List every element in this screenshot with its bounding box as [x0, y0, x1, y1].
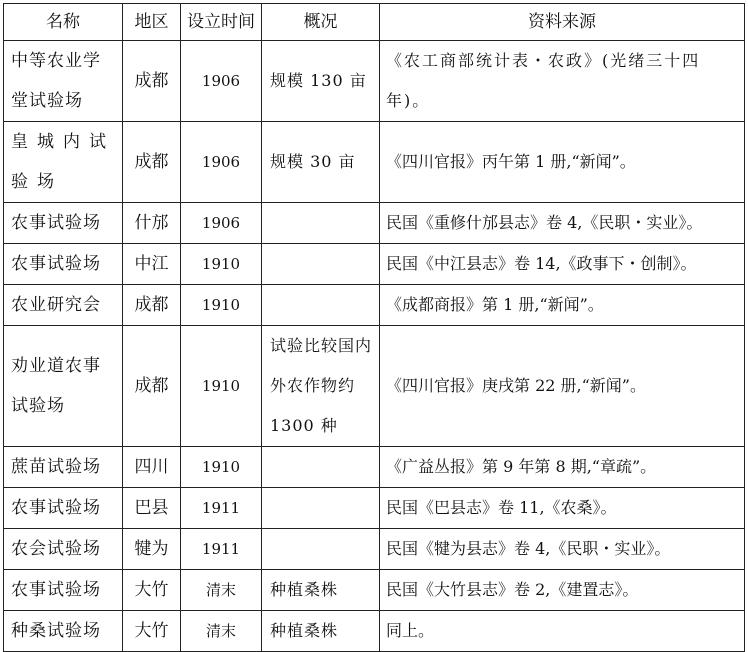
cell-name: 农事试验场 — [4, 488, 123, 529]
cell-summary — [262, 529, 380, 570]
cell-name: 蔗苗试验场 — [4, 447, 123, 488]
cell-summary — [262, 488, 380, 529]
table-row — [4, 488, 745, 529]
cell-source: 《四川官报》丙午第 1 册,“新闻”。 — [380, 122, 745, 203]
table-row — [4, 611, 745, 652]
cell-name: 农会试验场 — [4, 529, 123, 570]
cell-region: 成都 — [123, 285, 181, 326]
header-name: 名称 — [4, 4, 123, 41]
table-row — [4, 203, 745, 244]
table-row — [4, 529, 745, 570]
cell-summary: 种植桑株 — [262, 570, 380, 611]
cell-year: 清末 — [181, 611, 262, 652]
cell-region: 大竹 — [123, 611, 181, 652]
header-source: 资料来源 — [380, 4, 745, 41]
cell-year: 1906 — [181, 122, 262, 203]
cell-summary: 种植桑株 — [262, 611, 380, 652]
table-row — [4, 285, 745, 326]
cell-source: 《四川官报》庚戌第 22 册,“新闻”。 — [380, 326, 745, 447]
cell-year: 1910 — [181, 285, 262, 326]
pilot-stations-table — [3, 3, 745, 652]
table-row — [4, 41, 745, 122]
cell-name: 劝业道农事试验场 — [4, 326, 123, 447]
cell-source: 民国《重修什邡县志》卷 4,《民职・实业》。 — [380, 203, 745, 244]
cell-summary: 规模 130 亩 — [262, 41, 380, 122]
cell-year: 清末 — [181, 570, 262, 611]
table-row — [4, 447, 745, 488]
cell-region: 中江 — [123, 244, 181, 285]
cell-name: 皇城内试验场 — [4, 122, 123, 203]
cell-summary: 试验比较国内外农作物约 1300 种 — [262, 326, 380, 447]
cell-region: 巴县 — [123, 488, 181, 529]
cell-year: 1911 — [181, 529, 262, 570]
cell-source: 民国《大竹县志》卷 2,《建置志》。 — [380, 570, 745, 611]
cell-name: 农事试验场 — [4, 203, 123, 244]
cell-source: 《广益丛报》第 9 年第 8 期,“章疏”。 — [380, 447, 745, 488]
table-row — [4, 244, 745, 285]
cell-year: 1911 — [181, 488, 262, 529]
table-row — [4, 326, 745, 447]
cell-summary — [262, 285, 380, 326]
cell-region: 成都 — [123, 122, 181, 203]
table-header-row — [4, 4, 745, 41]
table-row — [4, 570, 745, 611]
cell-region: 犍为 — [123, 529, 181, 570]
header-year: 设立时间 — [181, 4, 262, 41]
cell-year: 1906 — [181, 41, 262, 122]
cell-region: 大竹 — [123, 570, 181, 611]
cell-year: 1910 — [181, 244, 262, 285]
cell-summary — [262, 447, 380, 488]
cell-year: 1906 — [181, 203, 262, 244]
cell-source: 《成都商报》第 1 册,“新闻”。 — [380, 285, 745, 326]
cell-name: 农业研究会 — [4, 285, 123, 326]
cell-name: 农事试验场 — [4, 570, 123, 611]
cell-summary — [262, 203, 380, 244]
cell-year: 1910 — [181, 447, 262, 488]
header-summary: 概况 — [262, 4, 380, 41]
cell-region: 成都 — [123, 41, 181, 122]
cell-source: 民国《犍为县志》卷 4,《民职・实业》。 — [380, 529, 745, 570]
cell-region: 成都 — [123, 326, 181, 447]
table-row — [4, 122, 745, 203]
cell-name: 种桑试验场 — [4, 611, 123, 652]
cell-name: 中等农业学堂试验场 — [4, 41, 123, 122]
cell-name: 农事试验场 — [4, 244, 123, 285]
cell-source: 同上。 — [380, 611, 745, 652]
cell-source: 《农工商部统计表・农政》(光绪三十四年)。 — [380, 41, 745, 122]
cell-region: 四川 — [123, 447, 181, 488]
cell-source: 民国《巴县志》卷 11,《农桑》。 — [380, 488, 745, 529]
cell-source: 民国《中江县志》卷 14,《政事下・创制》。 — [380, 244, 745, 285]
cell-year: 1910 — [181, 326, 262, 447]
header-region: 地区 — [123, 4, 181, 41]
cell-summary: 规模 30 亩 — [262, 122, 380, 203]
cell-region: 什邡 — [123, 203, 181, 244]
cell-summary — [262, 244, 380, 285]
